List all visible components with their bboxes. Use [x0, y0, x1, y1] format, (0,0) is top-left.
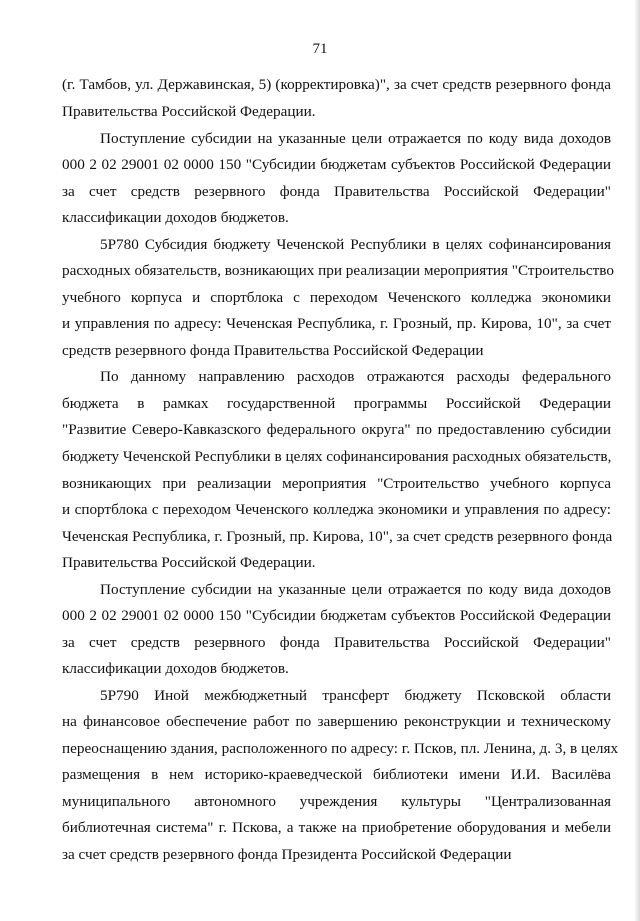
text-line: на финансовое обеспечение работ по завершению реконструкции и техническому	[62, 713, 611, 730]
text-line: Чеченская Республика, г. Грозный, пр. Кирова, 10", за счет средств резервного фонда	[62, 528, 613, 545]
text-line: библиотечная система" г. Пскова, а также на приобретение оборудования и мебели	[62, 819, 611, 836]
text-line: Поступление субсидии на указанные цели отражается по коду вида доходов	[100, 130, 611, 147]
text-line: и управления по адресу: Чеченская Республика, г. Грозный, пр. Кирова, 10", за счет	[62, 315, 611, 332]
text-line: классификации доходов бюджетов.	[62, 660, 289, 677]
text-line: (г. Тамбов, ул. Державинская, 5) (корректировка)", за счет средств резервного фонда	[62, 76, 611, 93]
text-line: возникающих при реализации мероприятия "Строительство учебного корпуса	[62, 475, 611, 492]
text-line: Поступление субсидии на указанные цели отражается по коду вида доходов	[100, 581, 611, 598]
text-line: средств резервного фонда Правительства Российской Федерации	[62, 342, 484, 359]
text-line: Правительства Российской Федерации.	[62, 103, 316, 120]
text-line: за счет средств резервного фонда Президента Российской Федерации	[62, 846, 512, 863]
text-line: размещения в нем историко-краеведческой библиотеки имени И.И. Василёва	[62, 766, 611, 783]
page-edge-shadow	[634, 0, 640, 921]
text-line: за счет средств резервного фонда Правительства Российской Федерации"	[62, 183, 611, 200]
page-number: 71	[312, 41, 328, 57]
text-line: расходных обязательств, возникающих при реализации мероприятия "Строительство	[62, 262, 614, 279]
text-line: классификации доходов бюджетов.	[62, 209, 289, 226]
text-line: учебного корпуса и спортблока с переходом Чеченского колледжа экономики	[62, 289, 611, 306]
text-line: По данному направлению расходов отражаются расходы федерального	[100, 368, 611, 385]
text-line: бюджета в рамках государственной программы Российской Федерации	[62, 395, 611, 412]
text-line: 5Р790 Иной межбюджетный трансферт бюджету Псковской области	[100, 687, 611, 704]
text-line: 000 2 02 29001 02 0000 150 "Субсидии бюджетам субъектов Российской Федерации	[62, 156, 611, 173]
text-line: муниципального автономного учреждения культуры "Централизованная	[62, 793, 611, 810]
text-line: 5Р780 Субсидия бюджету Чеченской Республики в целях софинансирования	[100, 236, 611, 253]
text-line: бюджету Чеченской Республики в целях софинансирования расходных обязательств,	[62, 448, 612, 465]
text-line: переоснащению здания, расположенного по адресу: г. Псков, пл. Ленина, д. 3, в целях	[62, 740, 619, 757]
text-line: и спортблока с переходом Чеченского колледжа экономики и управления по адресу:	[62, 501, 611, 518]
text-line: за счет средств резервного фонда Правительства Российской Федерации"	[62, 634, 611, 651]
text-line: "Развитие Северо-Кавказского федерального округа" по предоставлению субсидии	[62, 421, 611, 438]
text-line: Правительства Российской Федерации.	[62, 554, 316, 571]
text-line: 000 2 02 29001 02 0000 150 "Субсидии бюджетам субъектов Российской Федерации	[62, 607, 611, 624]
